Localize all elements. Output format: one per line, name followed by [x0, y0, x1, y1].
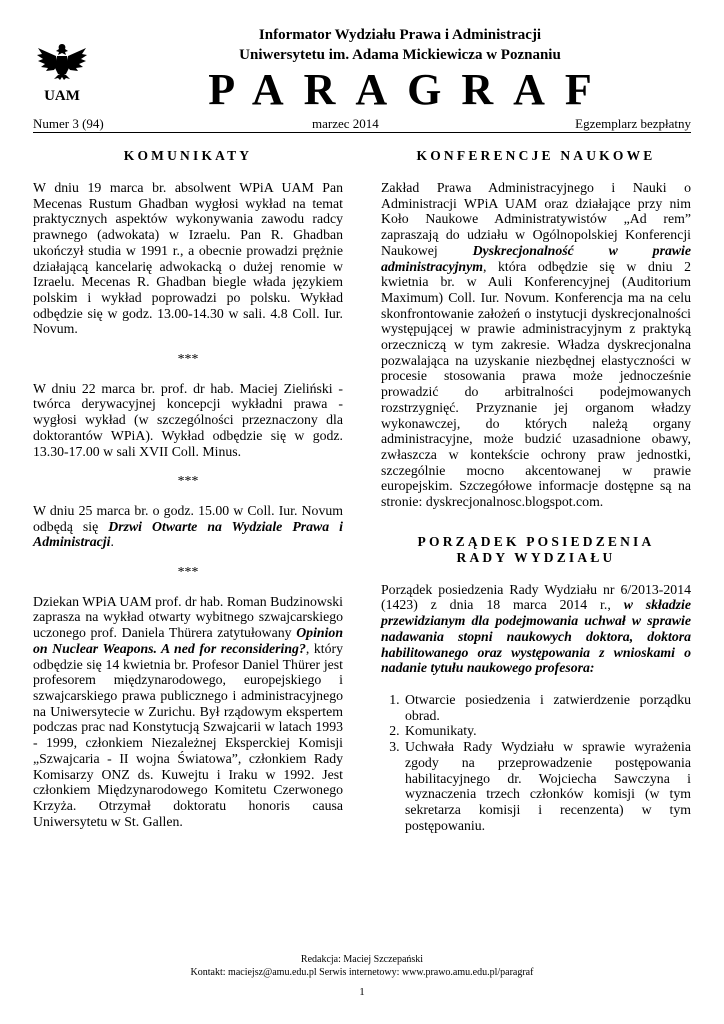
separator: *** — [177, 564, 199, 580]
uam-eagle-logo-icon — [34, 38, 90, 108]
conference-title: Dyskrecjonalność w prawie administracyjnym — [381, 242, 691, 274]
footer-editor: Redakcja: Maciej Szczepański — [300, 954, 424, 965]
komunikat-item: Dziekan WPiA UAM prof. dr hab. Roman Budzinowski zaprasza na wykład otwarty wybitnego szwajcarskiego uczonego prof. Daniela Thürera zatytułowany Opinion on Nuclear Weapons. A ned for reconsidering?, który odbędzie się 14 kwietnia br. Profesor Daniel Thürer jest profesorem międzynarodowego, europejskiego i szwajcarskiego prawa publicznego i administracyjnego na Uniwersytecie w Zurichu. Był rządowym ekspertem podczas prac nad Konstytucją Szwajcarii w latach 1993 - 1999, członkiem Niezależnej Eksperckiej Komisji „Szwajcaria - II wojna Światowa”, członkiem Rady Komisarzy ONZ ds. Kuwejtu i Iraku w 1992. Jest członkiem Międzynarodowego Komitetu Czerwonego Krzyża. Otrzymał doktoratu honoris causa Uniwersytetu w St. Gallen. — [33, 593, 343, 829]
komunikat-item: W dniu 19 marca br. absolwent WPiA UAM Pan Mecenas Rustum Ghadban wygłosi wykład na temat praktycznych aspektów wykonywania zawodu radcy prawnego (adwokata) w Izraelu. Pan R. Ghadban ukończył studia w 1991 r., a obecnie prowadzi prężnie działającą kancelarię adwokacką o dużej renomie w Izraelu. Mecenas R. Ghadban biegle włada językiem polskim i wykład poprowadzi po polsku. Wykład odbędzie się w godz. 13.00-14.30 w sali. 4.8 Coll. Iur. Novum. — [33, 180, 343, 337]
institution-line1: Informator Wydziału Prawa i Administracji — [258, 27, 542, 43]
open-day-title: Drzwi Otwarte na Wydziale Prawa i Administracji — [33, 518, 343, 550]
porzadek-heading-line1: PORZĄDEK POSIEDZENIA — [417, 533, 655, 549]
lecture-title: Opinion on Nuclear Weapons. A ned for reconsidering? — [33, 625, 343, 656]
price-note: Egzemplarz bezpłatny — [575, 116, 691, 131]
footer-contact: Kontakt: maciejsz@amu.edu.pl Serwis internetowy: www.prawo.amu.edu.pl/paragraf — [190, 967, 534, 978]
conference-text: Zakład Prawa Administracyjnego i Nauki o Administracji WPiA UAM oraz działające przy nim Koło Naukowe Administratywistów „Ad rem” zapraszają do udziału w Ogólnopolskiej Konferencji Naukowej Dyskrecjonalność w prawie administracyjnym, która odbędzie się w dniu 2 kwietnia br. w Auli Konferencyjnej (Auditorium Maximum) Coll. Iur. Novum. Konferencja ma na celu skonfrontowanie założeń o instytucji dyskrecjonalności występującej w prawie administracyjnym z praktyką orzeczniczą w tym zakresie. Władza dyskrecjonalna pozwalająca na uzyskanie niezbędnej elastyczności w procesie stosowania prawa może jednocześnie prowadzić do arbitralności podejmowanych rozstrzygnięć. Przyznanie jej organom władzy wykonawczej, do których należą organy administracyjne, może budzić uzasadnione obawy, zwłaszcza w kontekście ochrony praw jednostki, szczególnie mocno akcentowanej w prawie europejskim. Szczegółowe informacje dostępne są na stronie: dyskrecjonalnosc.blogspot.com. — [381, 180, 691, 510]
komunikat-item: W dniu 25 marca br. o godz. 15.00 w Coll. Iur. Novum odbędą się Drzwi Otwarte na Wydziale Prawa i Administracji. — [33, 502, 343, 550]
issue-number: Numer 3 (94) — [33, 116, 104, 131]
newsletter-title: PARAGRAF — [208, 65, 612, 114]
issue-date: marzec 2014 — [312, 116, 379, 131]
header-divider — [33, 132, 691, 133]
agenda-item: 3. Uchwała Rady Wydziału w sprawie wyrażenia zgody na przeprowadzenie postępowania habilitacyjnego dr. Wojciecha Sawczyna i wyznaczenia trzech członków komisji (w tym sekretarza komisji i recenzenta) w tym postępowaniu. — [403, 739, 691, 833]
komunikat-item: W dniu 22 marca br. prof. dr hab. Maciej Zieliński - twórca derywacyjnej koncepcji wykładni prawa - wygłosi wykład (w szczególności przeznaczony dla doktorantów WPiA). Wykład odbędzie się w godz. 13.30-17.00 w sali XVII Coll. Minus. — [33, 380, 343, 459]
agenda-list — [381, 692, 691, 833]
right-column — [381, 148, 691, 833]
svg-text:UAM: UAM — [44, 88, 80, 104]
porzadek-heading-line2: RADY WYDZIAŁU — [456, 549, 616, 565]
agenda-item: 1. Otwarcie posiedzenia i zatwierdzenie porządku obrad. — [403, 692, 691, 723]
konferencje-heading: KONFERENCJE NAUKOWE — [416, 148, 656, 163]
agenda-intro-emphasis: w składzie przewidzianym dla podejmowania uchwał w sprawie nadawania stopni naukowych doktora, doktora habilitowanego oraz występowania z wnioskami o nadanie tytułu naukowego profesora: — [381, 597, 691, 676]
left-column — [33, 148, 343, 829]
page-number: 1 — [359, 986, 365, 998]
institution-line2: Uniwersytetu im. Adama Mickiewicza w Poznaniu — [239, 47, 561, 63]
separator: *** — [177, 473, 199, 489]
agenda-intro: Porządek posiedzenia Rady Wydziału nr 6/2013-2014 (1423) z dnia 18 marca 2014 r., w składzie przewidzianym dla podejmowania uchwał w sprawie nadawania stopni naukowych doktora, doktora habilitowanego oraz występowania z wnioskami o nadanie tytułu naukowego profesora: — [381, 581, 691, 676]
agenda-item: 2. Komunikaty. — [403, 723, 691, 739]
separator: *** — [177, 351, 199, 367]
komunikaty-heading: KOMUNIKATY — [123, 148, 253, 163]
